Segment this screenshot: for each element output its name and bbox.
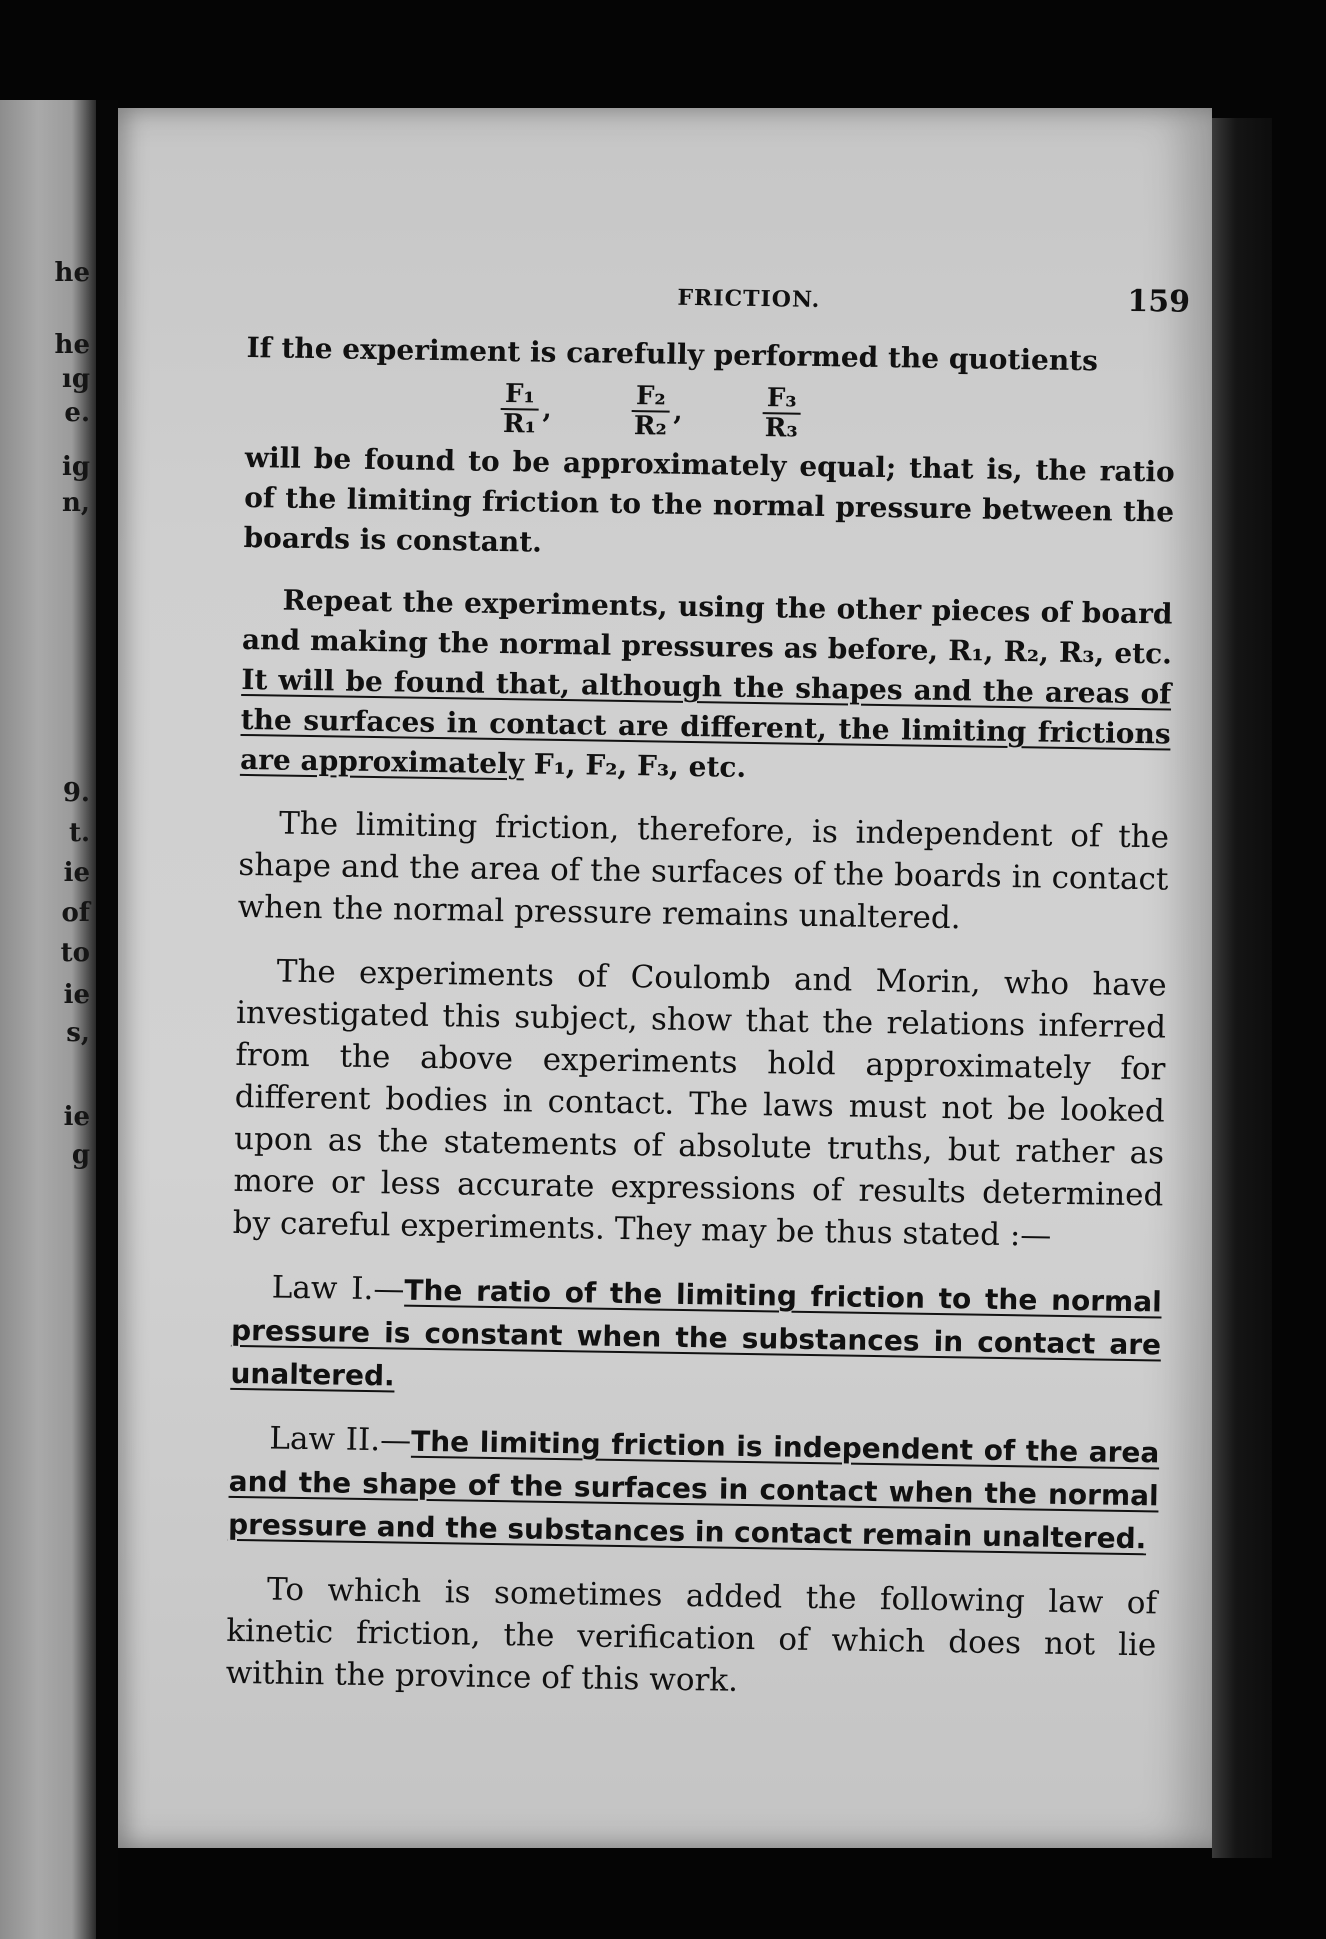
- fraction-denominator: R₁: [502, 409, 537, 440]
- quotient-fractions: [245, 376, 1176, 449]
- underlined-passage: It will be found that, although the shapes and the areas of the surfaces in contact are different, the limiting frictions are approximately: [239, 662, 1172, 781]
- fraction-denominator: R₂: [633, 411, 668, 442]
- fraction-numerator: F₃: [763, 384, 801, 415]
- fraction-1: [500, 380, 552, 439]
- paragraph-repeat-start: Repeat the experiments, using the other pieces of board and making the normal pressures as before, R₁, R₂, R₃, etc.: [241, 583, 1173, 671]
- intro-line: If the experiment is carefully performed the quotients: [246, 330, 1099, 378]
- right-binding-edge: [1212, 118, 1272, 1858]
- fraction-3: [762, 384, 801, 443]
- left-page-fragment: ig: [61, 452, 90, 482]
- paragraph-ratio: will be found to be approximately equal; that is, the ratio of the limiting friction to the normal pressure between the boards is constant.: [243, 440, 1176, 559]
- paragraph-independent: The limiting friction, therefore, is independent of the shape and the area of the surfaces of the boards in contact when the normal pressure remains unaltered.: [237, 805, 1170, 937]
- left-page-fragment: to: [60, 938, 90, 968]
- paragraph-closing: To which is sometimes added the following law of kinetic friction, the verification of which does not lie within the province of this work.: [225, 1571, 1158, 1699]
- fraction-numerator: F₁: [501, 380, 539, 411]
- left-page-fragment: g: [71, 1140, 90, 1170]
- law-two: [228, 1417, 1160, 1561]
- left-page-fragment: he: [54, 330, 90, 360]
- paragraph-repeat: [240, 580, 1173, 795]
- book-page: [118, 108, 1212, 1848]
- law-one-text: The ratio of the limiting friction to the normal pressure is constant when the substances in contact are unaltered.: [230, 1273, 1162, 1393]
- left-page-fragment: ie: [63, 980, 90, 1010]
- left-page-fragment: t.: [68, 818, 90, 848]
- page-content: [225, 258, 1191, 1708]
- paragraph-repeat-end: F₁, F₂, F₃, etc.: [523, 747, 747, 784]
- left-page-fragment: ıg: [61, 364, 90, 394]
- law-one: [230, 1266, 1162, 1410]
- left-page-fragment: ie: [63, 858, 90, 888]
- left-page-fragment: ie: [63, 1102, 90, 1132]
- page-title: FRICTION.: [677, 284, 821, 313]
- left-page-fragment: 9.: [62, 778, 90, 808]
- fraction-separator: ,: [542, 394, 552, 425]
- law-two-text: The limiting friction is independent of the area and the shape of the surfaces in contact when the normal pressure and the substances in contact remain unaltered.: [227, 1424, 1160, 1556]
- left-page-fragment: e.: [64, 398, 90, 428]
- fraction-denominator: R₃: [764, 413, 799, 444]
- law-one-label: Law I.—: [271, 1269, 405, 1308]
- page-number: 159: [1127, 283, 1191, 320]
- running-head: [247, 258, 1191, 333]
- fraction-separator: ,: [673, 396, 683, 427]
- fraction-numerator: F₂: [632, 382, 670, 413]
- fraction-2: [631, 382, 683, 441]
- left-page-edge: [0, 100, 96, 1939]
- left-page-fragment: he: [54, 258, 90, 288]
- paragraph-experiments: The experiments of Coulomb and Morin, who have investigated this subject, show that the relations inferred from the above experiments hold approximately for different bodies in contact. The laws must not be looked upon as the statements of absolute truths, but rather as more or less accurate expressions of results determined by careful experiments. They may be thus stated :—: [232, 953, 1167, 1254]
- binding-gutter: [96, 100, 118, 1939]
- left-page-fragment: of: [61, 898, 90, 928]
- left-page-fragment: n,: [62, 488, 90, 518]
- left-page-fragment: s,: [66, 1018, 90, 1048]
- law-two-label: Law II.—: [269, 1420, 412, 1459]
